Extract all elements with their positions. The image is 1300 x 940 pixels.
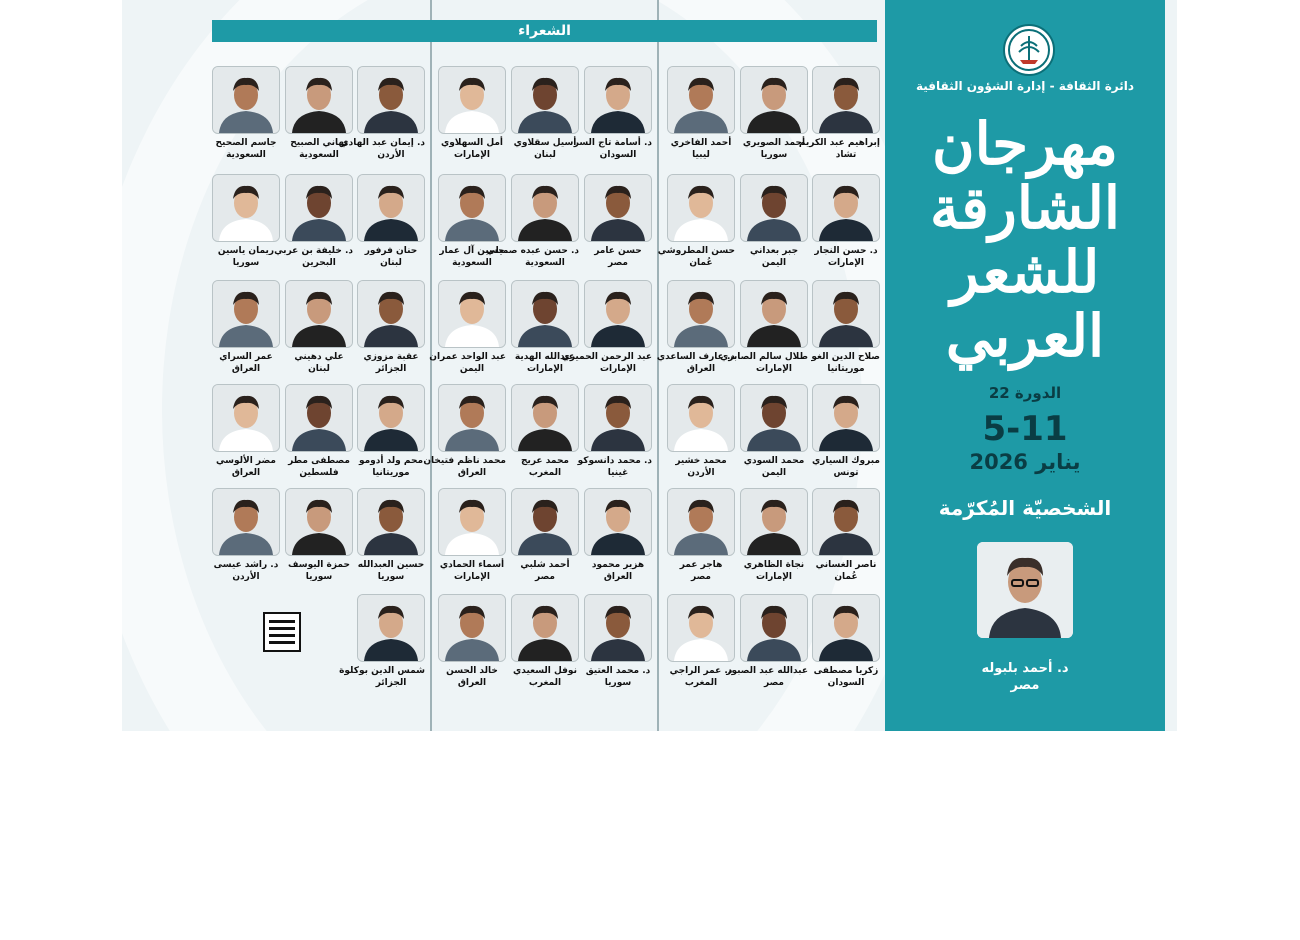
poet-card bbox=[657, 174, 735, 269]
poet-name: د. حسن عبده صميلي bbox=[486, 246, 579, 256]
column-divider bbox=[430, 0, 432, 731]
poet-portrait bbox=[667, 174, 735, 242]
honored-country: مصر bbox=[1010, 678, 1040, 693]
poet-portrait bbox=[438, 174, 506, 242]
poet-name: محم ولد أدومو bbox=[358, 456, 424, 466]
poet-name: هزير محمود bbox=[591, 560, 645, 570]
poet-country: سوريا bbox=[305, 572, 333, 582]
poet-name: ناصر الغساني bbox=[815, 560, 877, 570]
poet-card bbox=[667, 384, 735, 479]
poet-name: محمد ناظم فتيخان bbox=[423, 456, 506, 466]
poet-portrait bbox=[511, 280, 579, 348]
poet-card bbox=[812, 488, 880, 583]
poet-country: عُمان bbox=[689, 258, 713, 268]
poet-name: أحمد الفاخري bbox=[670, 138, 732, 148]
poet-name: مصطفى مطر bbox=[288, 456, 350, 466]
honored-portrait bbox=[977, 542, 1073, 638]
poet-name: أحمد الصويري bbox=[742, 138, 806, 148]
poet-card bbox=[274, 174, 353, 269]
poet-card bbox=[285, 66, 353, 161]
poet-portrait bbox=[285, 66, 353, 134]
poet-portrait bbox=[511, 66, 579, 134]
poet-country: الجزائر bbox=[375, 364, 407, 374]
festival-title-line: الشارقة bbox=[929, 174, 1121, 242]
poet-name: أسيل سقلاوي bbox=[513, 138, 577, 148]
poet-card bbox=[423, 384, 506, 479]
poet-portrait bbox=[511, 174, 579, 242]
poet-name: محمد خشير bbox=[675, 456, 727, 466]
poet-portrait bbox=[285, 488, 353, 556]
poet-name: أسماء الحمادي bbox=[439, 560, 505, 570]
poet-country: لبنان bbox=[380, 258, 402, 268]
poet-portrait bbox=[357, 594, 425, 662]
poet-portrait bbox=[667, 384, 735, 452]
poet-country: المغرب bbox=[528, 678, 562, 688]
poet-name: مضر الألوسي bbox=[216, 456, 276, 466]
poet-name: عبدالله الهدية bbox=[514, 352, 576, 362]
edition-label: الدورة 22 bbox=[988, 384, 1062, 402]
poet-name: حنان فرفور bbox=[364, 246, 418, 256]
poet-name: حسن عامر bbox=[594, 246, 642, 256]
poet-card bbox=[511, 280, 579, 375]
poet-country: الإمارات bbox=[755, 364, 793, 374]
poet-country: السودان bbox=[827, 678, 865, 688]
poet-portrait bbox=[740, 384, 808, 452]
poet-portrait bbox=[438, 280, 506, 348]
poet-portrait bbox=[812, 174, 880, 242]
poet-portrait bbox=[438, 66, 506, 134]
poet-portrait bbox=[667, 488, 735, 556]
poet-country: الإمارات bbox=[453, 150, 491, 160]
poet-card bbox=[740, 488, 808, 583]
poet-name: ريمان ياسين bbox=[217, 246, 275, 256]
poet-country: الإمارات bbox=[599, 364, 637, 374]
poet-name: عبد الرحمن الحميري bbox=[561, 352, 652, 362]
poet-country: العراق bbox=[603, 572, 633, 582]
poet-portrait bbox=[667, 280, 735, 348]
poet-card bbox=[212, 174, 280, 269]
poet-card bbox=[438, 594, 506, 689]
poet-portrait bbox=[812, 594, 880, 662]
poet-card bbox=[667, 66, 735, 161]
poet-card bbox=[285, 280, 353, 375]
poet-name: خالد الحسن bbox=[446, 666, 498, 676]
poet-name: صلاح الدين الغو bbox=[811, 352, 880, 362]
poet-country: الإمارات bbox=[827, 258, 865, 268]
poet-card bbox=[212, 280, 280, 375]
poet-country: الأردن bbox=[687, 468, 715, 478]
poet-name: تهاني الصبيح bbox=[290, 138, 348, 148]
honored-name bbox=[885, 660, 1165, 694]
poet-country: اليمن bbox=[761, 468, 787, 478]
poet-portrait bbox=[812, 384, 880, 452]
poet-country: عُمان bbox=[834, 572, 858, 582]
poet-name: د. عارف الساعدي bbox=[656, 352, 735, 362]
poet-portrait bbox=[667, 66, 735, 134]
poet-name: علي دهيني bbox=[294, 352, 344, 362]
poet-country: المغرب bbox=[528, 468, 562, 478]
poet-country: مصر bbox=[534, 572, 556, 582]
poet-country: البحرين bbox=[302, 258, 336, 268]
poet-card bbox=[212, 66, 280, 161]
poet-card bbox=[511, 66, 579, 161]
poet-name: محمد السودي bbox=[743, 456, 805, 466]
poet-name: جبر بعداني bbox=[749, 246, 799, 256]
poet-name: د. محمد دانسوكو bbox=[577, 456, 652, 466]
poet-country: فلسطين bbox=[299, 468, 339, 478]
poet-portrait bbox=[212, 488, 280, 556]
poet-portrait bbox=[511, 488, 579, 556]
poet-portrait bbox=[285, 384, 353, 452]
poet-name: إبراهيم عبد الكريم bbox=[798, 138, 880, 148]
poet-portrait bbox=[584, 384, 652, 452]
poet-portrait bbox=[438, 488, 506, 556]
poet-card bbox=[486, 174, 579, 269]
festival-month: يناير 2026 bbox=[969, 450, 1081, 474]
poet-country: اليمن bbox=[459, 364, 485, 374]
poet-name: شمس الدين بوكلوة bbox=[339, 666, 425, 676]
poet-card bbox=[339, 594, 425, 689]
poet-country: غينيا bbox=[607, 468, 629, 478]
poet-portrait bbox=[212, 174, 280, 242]
poet-country: السعودية bbox=[525, 258, 565, 268]
poet-portrait bbox=[740, 66, 808, 134]
poet-name: نجاة الظاهري bbox=[743, 560, 805, 570]
poet-name: حمزة اليوسف bbox=[288, 560, 350, 570]
poet-portrait bbox=[740, 174, 808, 242]
poet-card bbox=[740, 66, 808, 161]
poet-portrait bbox=[511, 594, 579, 662]
poet-portrait bbox=[812, 66, 880, 134]
poet-portrait bbox=[212, 66, 280, 134]
poet-portrait bbox=[812, 488, 880, 556]
poet-country: اليمن bbox=[761, 258, 787, 268]
poet-country: سوريا bbox=[760, 150, 788, 160]
poet-portrait bbox=[740, 594, 808, 662]
poet-name: زكريا مصطفى bbox=[813, 666, 879, 676]
poet-card bbox=[798, 66, 880, 161]
poet-portrait bbox=[357, 488, 425, 556]
poet-country: الإمارات bbox=[755, 572, 793, 582]
poet-country: لبنان bbox=[308, 364, 330, 374]
poet-country: السعودية bbox=[226, 150, 266, 160]
poet-country: العراق bbox=[686, 364, 716, 374]
poet-country: العراق bbox=[457, 678, 487, 688]
poet-name: أمل السهلاوي bbox=[440, 138, 504, 148]
poet-name: حسين العبدالله bbox=[357, 560, 425, 570]
poet-name: د. راشد عيسى bbox=[213, 560, 279, 570]
poet-country: السودان bbox=[599, 150, 637, 160]
poet-card bbox=[561, 280, 652, 375]
poet-name: عقبة مزوزي bbox=[363, 352, 419, 362]
poet-portrait bbox=[584, 488, 652, 556]
honored-name-text: د. أحمد بلبوله bbox=[981, 661, 1069, 676]
poet-country: سوريا bbox=[604, 678, 632, 688]
poet-portrait bbox=[584, 174, 652, 242]
poet-card bbox=[667, 488, 735, 583]
poet-card bbox=[720, 280, 808, 375]
column-divider bbox=[657, 0, 659, 731]
poet-portrait bbox=[357, 384, 425, 452]
poet-card bbox=[577, 384, 652, 479]
poet-name: د. عمر الراجي bbox=[669, 666, 733, 676]
poet-country: السعودية bbox=[299, 150, 339, 160]
poet-card bbox=[429, 280, 506, 375]
sharjah-emblem-icon bbox=[1003, 24, 1055, 76]
poet-name: عبد الواحد عمران bbox=[429, 352, 506, 362]
poet-name: طلال سالم الصابري bbox=[720, 352, 808, 362]
poet-card bbox=[212, 488, 280, 583]
poet-name: هاجر عمر bbox=[679, 560, 723, 570]
poet-card bbox=[726, 594, 808, 689]
poet-card bbox=[740, 174, 808, 269]
poet-name: د. أسامة تاج السر bbox=[573, 138, 652, 148]
poet-portrait bbox=[438, 384, 506, 452]
poet-portrait bbox=[812, 280, 880, 348]
festival-title-line: العربي bbox=[945, 302, 1105, 370]
poet-portrait bbox=[357, 66, 425, 134]
poet-country: لبنان bbox=[534, 150, 556, 160]
poet-portrait bbox=[212, 280, 280, 348]
poet-portrait bbox=[285, 174, 353, 242]
poet-country: سوريا bbox=[377, 572, 405, 582]
poet-country: سوريا bbox=[232, 258, 260, 268]
poet-portrait bbox=[285, 280, 353, 348]
poet-card bbox=[740, 384, 808, 479]
poet-name: د. محمد العتيق bbox=[585, 666, 651, 676]
poet-card bbox=[812, 174, 880, 269]
poet-card bbox=[511, 488, 579, 583]
festival-title bbox=[885, 112, 1165, 368]
poet-country: مصر bbox=[690, 572, 712, 582]
poet-card bbox=[357, 280, 425, 375]
poet-name: محمد عريج bbox=[520, 456, 570, 466]
poet-card bbox=[511, 384, 579, 479]
poet-card bbox=[285, 384, 353, 479]
poet-card bbox=[340, 66, 425, 161]
poet-card bbox=[656, 280, 735, 375]
festival-dates: 5-11 bbox=[982, 409, 1068, 449]
poet-portrait bbox=[584, 66, 652, 134]
poet-country: الجزائر bbox=[375, 678, 407, 688]
poet-card bbox=[357, 488, 425, 583]
festival-title-line: مهرجان bbox=[932, 110, 1118, 178]
poet-name: عبدالله عبد الصبور bbox=[726, 666, 808, 676]
poet-card bbox=[812, 384, 880, 479]
poet-name: د. حسن النجار bbox=[814, 246, 878, 256]
poet-name: نوفل السعيدي bbox=[513, 666, 577, 676]
poet-card bbox=[285, 488, 353, 583]
honored-title: الشخصيّة المُكرّمة bbox=[938, 496, 1112, 520]
poet-card bbox=[667, 594, 735, 689]
poet-country: موريتانيا bbox=[372, 468, 410, 478]
poet-name: حسن المطروشي bbox=[657, 246, 735, 256]
section-title: الشعراء bbox=[212, 20, 877, 42]
poet-portrait bbox=[212, 384, 280, 452]
poet-country: مصر bbox=[607, 258, 629, 268]
poet-card bbox=[584, 594, 652, 689]
poet-name: حسين آل عمار bbox=[439, 246, 505, 256]
poet-portrait bbox=[667, 594, 735, 662]
poet-country: الإمارات bbox=[453, 572, 491, 582]
poet-country: السعودية bbox=[452, 258, 492, 268]
poet-card bbox=[573, 66, 652, 161]
poet-country: العراق bbox=[231, 468, 261, 478]
poet-country: تونس bbox=[833, 468, 859, 478]
poet-card bbox=[438, 488, 506, 583]
poet-card bbox=[212, 384, 280, 479]
poet-card bbox=[812, 594, 880, 689]
poet-portrait bbox=[740, 280, 808, 348]
poet-portrait bbox=[584, 280, 652, 348]
poet-portrait bbox=[584, 594, 652, 662]
poet-country: تشاد bbox=[835, 150, 857, 160]
poet-country: مصر bbox=[763, 678, 785, 688]
poet-portrait bbox=[740, 488, 808, 556]
poet-card bbox=[584, 174, 652, 269]
poet-portrait bbox=[438, 594, 506, 662]
poet-portrait bbox=[511, 384, 579, 452]
poet-country: الأردن bbox=[377, 150, 405, 160]
poet-name: أحمد شلبي bbox=[520, 560, 570, 570]
poet-country: الإمارات bbox=[526, 364, 564, 374]
department-label: دائرة الثقافة - إدارة الشؤون الثقافية bbox=[915, 79, 1135, 93]
poet-card bbox=[357, 384, 425, 479]
poet-country: العراق bbox=[231, 364, 261, 374]
poet-card bbox=[584, 488, 652, 583]
poet-name: جاسم الصحيح bbox=[215, 138, 277, 148]
festival-title-line: للشعر bbox=[950, 238, 1100, 306]
publisher-logo bbox=[263, 612, 301, 652]
poet-country: الأردن bbox=[232, 572, 260, 582]
poet-name: مبروك السياري bbox=[812, 456, 880, 466]
poet-portrait bbox=[357, 174, 425, 242]
poet-country: موريتانيا bbox=[827, 364, 865, 374]
poet-card bbox=[511, 594, 579, 689]
poet-card bbox=[357, 174, 425, 269]
poet-country: ليبيا bbox=[692, 150, 710, 160]
poet-name: د. إيمان عبد الهادي bbox=[340, 138, 425, 148]
poet-country: المغرب bbox=[684, 678, 718, 688]
poet-name: د. خليفة بن عربي bbox=[274, 246, 353, 256]
festival-panel bbox=[885, 0, 1165, 731]
poet-portrait bbox=[357, 280, 425, 348]
poet-card bbox=[438, 174, 506, 269]
poet-country: العراق bbox=[457, 468, 487, 478]
poet-card bbox=[812, 280, 880, 375]
poet-name: عمر السراي bbox=[219, 352, 273, 362]
poet-card bbox=[438, 66, 506, 161]
